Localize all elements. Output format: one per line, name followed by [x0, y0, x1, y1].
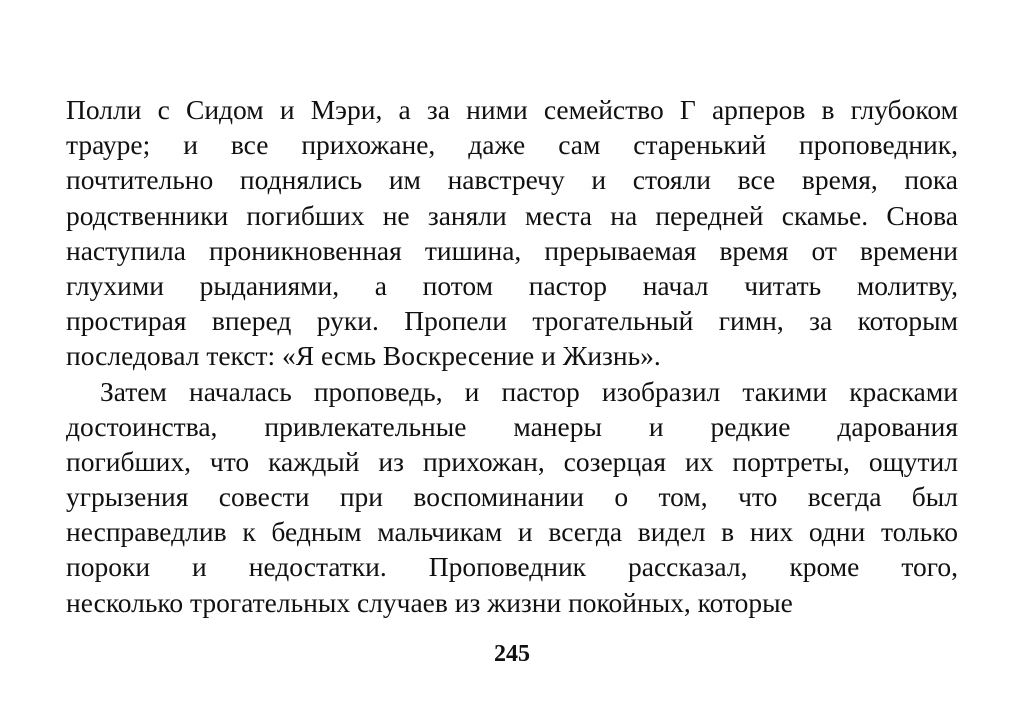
text-line: пороки и недостатки. Проповедник рассказал, кроме того,	[66, 551, 958, 583]
text-line: последовал текст: «Я есмь Воскресение и Жизнь».	[66, 340, 661, 372]
text-line: наступила проникновенная тишина, прерываемая время от времени	[66, 234, 958, 266]
text-line: угрызения совести при воспоминании о том, что всегда был	[66, 481, 958, 513]
text-line: достоинства, привлекательные манеры и редкие дарования	[66, 410, 958, 442]
text-line: простирая вперед руки. Пропели трогательный гимн, за которым	[66, 305, 958, 337]
text-line: глухими рыданиями, а потом пастор начал читать молитву,	[66, 269, 958, 301]
text-line: почтительно поднялись им навстречу и стояли все время, пока	[66, 164, 958, 196]
page-number: 245	[494, 641, 530, 667]
text-line: несколько трогательных случаев из жизни покойных, которые	[66, 586, 793, 618]
text-line: Полли с Сидом и Мэри, а за ними семейство Г арперов в глубоком	[66, 94, 958, 125]
text-line: Затем началась проповедь, и пастор изобразил такими красками	[100, 375, 958, 407]
text-line: трауре; и все прихожане, даже сам старенький проповедник,	[66, 129, 958, 161]
paragraph	[66, 374, 958, 620]
paragraph	[66, 92, 958, 374]
text-line: погибших, что каждый из прихожан, созерцая их портреты, ощутил	[66, 445, 958, 477]
text-line: несправедлив к бедным мальчикам и всегда видел в них одни только	[66, 516, 958, 548]
book-page-text	[66, 92, 958, 620]
text-line: родственники погибших не заняли места на передней скамье. Снова	[66, 199, 958, 231]
